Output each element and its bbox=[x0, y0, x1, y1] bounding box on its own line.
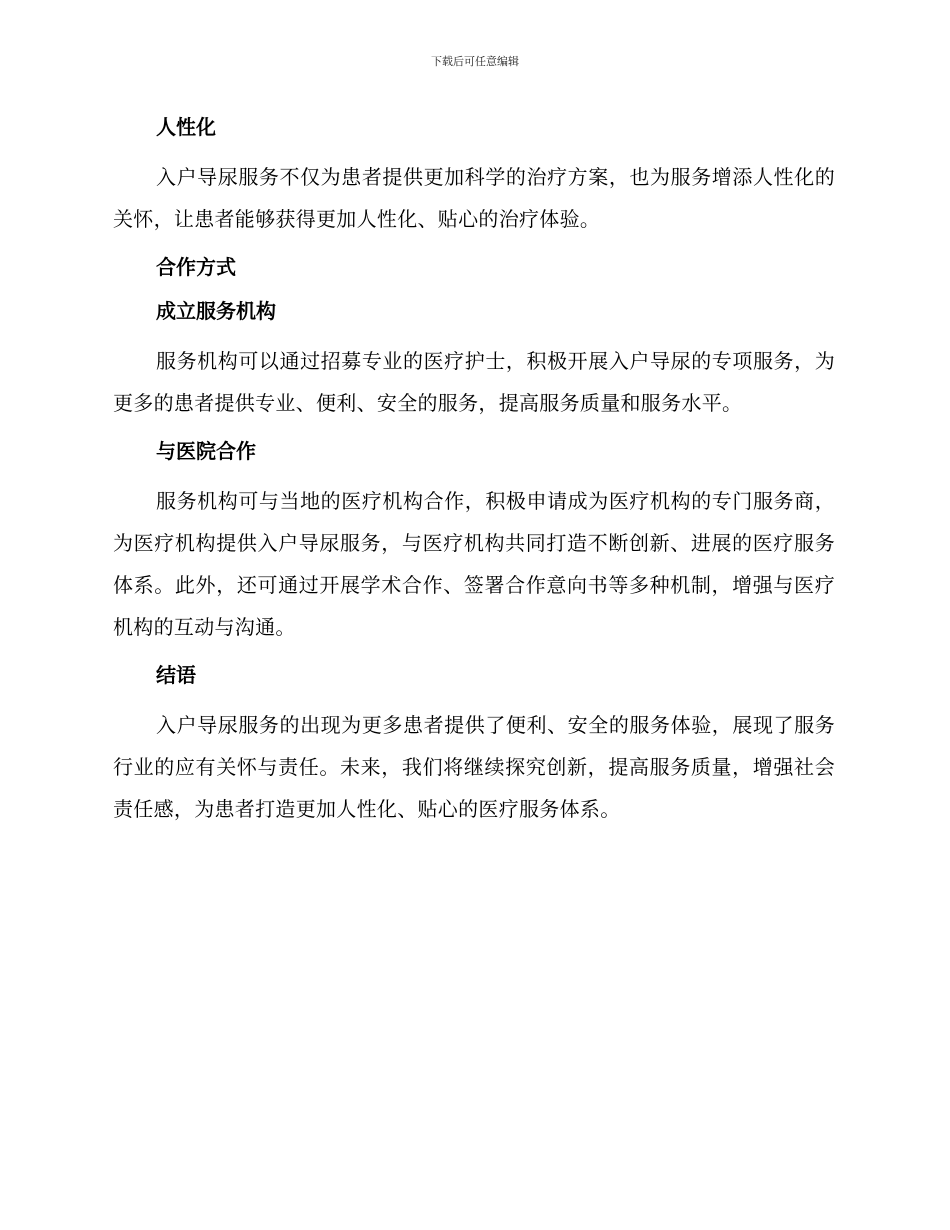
paragraph-humanization: 入户导尿服务不仅为患者提供更加科学的治疗方案，也为服务增添人性化的关怀，让患者能够获得更加人性化、贴心的治疗体验。 bbox=[113, 165, 835, 231]
page-header: 下载后可任意编辑 bbox=[431, 55, 519, 68]
document-body bbox=[113, 112, 835, 842]
section-heading-establish-agency: 成立服务机构 bbox=[156, 299, 276, 323]
paragraph-hospital-cooperation: 服务机构可与当地的医疗机构合作，积极申请成为医疗机构的专门服务商，为医疗机构提供入户导尿服务，与医疗机构共同打造不断创新、进展的医疗服务体系。此外，还可通过开展学术合作、签署合作意向书等多种机制，增强与医疗机构的互动与沟通。 bbox=[113, 489, 835, 639]
section-heading-humanization: 人性化 bbox=[156, 115, 216, 139]
paragraph-establish-agency: 服务机构可以通过招募专业的医疗护士，积极开展入户导尿的专项服务，为更多的患者提供专业、便利、安全的服务，提高服务质量和服务水平。 bbox=[113, 349, 835, 415]
section-heading-conclusion: 结语 bbox=[156, 663, 196, 687]
paragraph-conclusion: 入户导尿服务的出现为更多患者提供了便利、安全的服务体验，展现了服务行业的应有关怀与责任。未来，我们将继续探究创新，提高服务质量，增强社会责任感，为患者打造更加人性化、贴心的医疗服务体系。 bbox=[113, 713, 835, 821]
section-heading-hospital-cooperation: 与医院合作 bbox=[156, 439, 256, 463]
section-heading-cooperation-methods: 合作方式 bbox=[156, 255, 236, 279]
